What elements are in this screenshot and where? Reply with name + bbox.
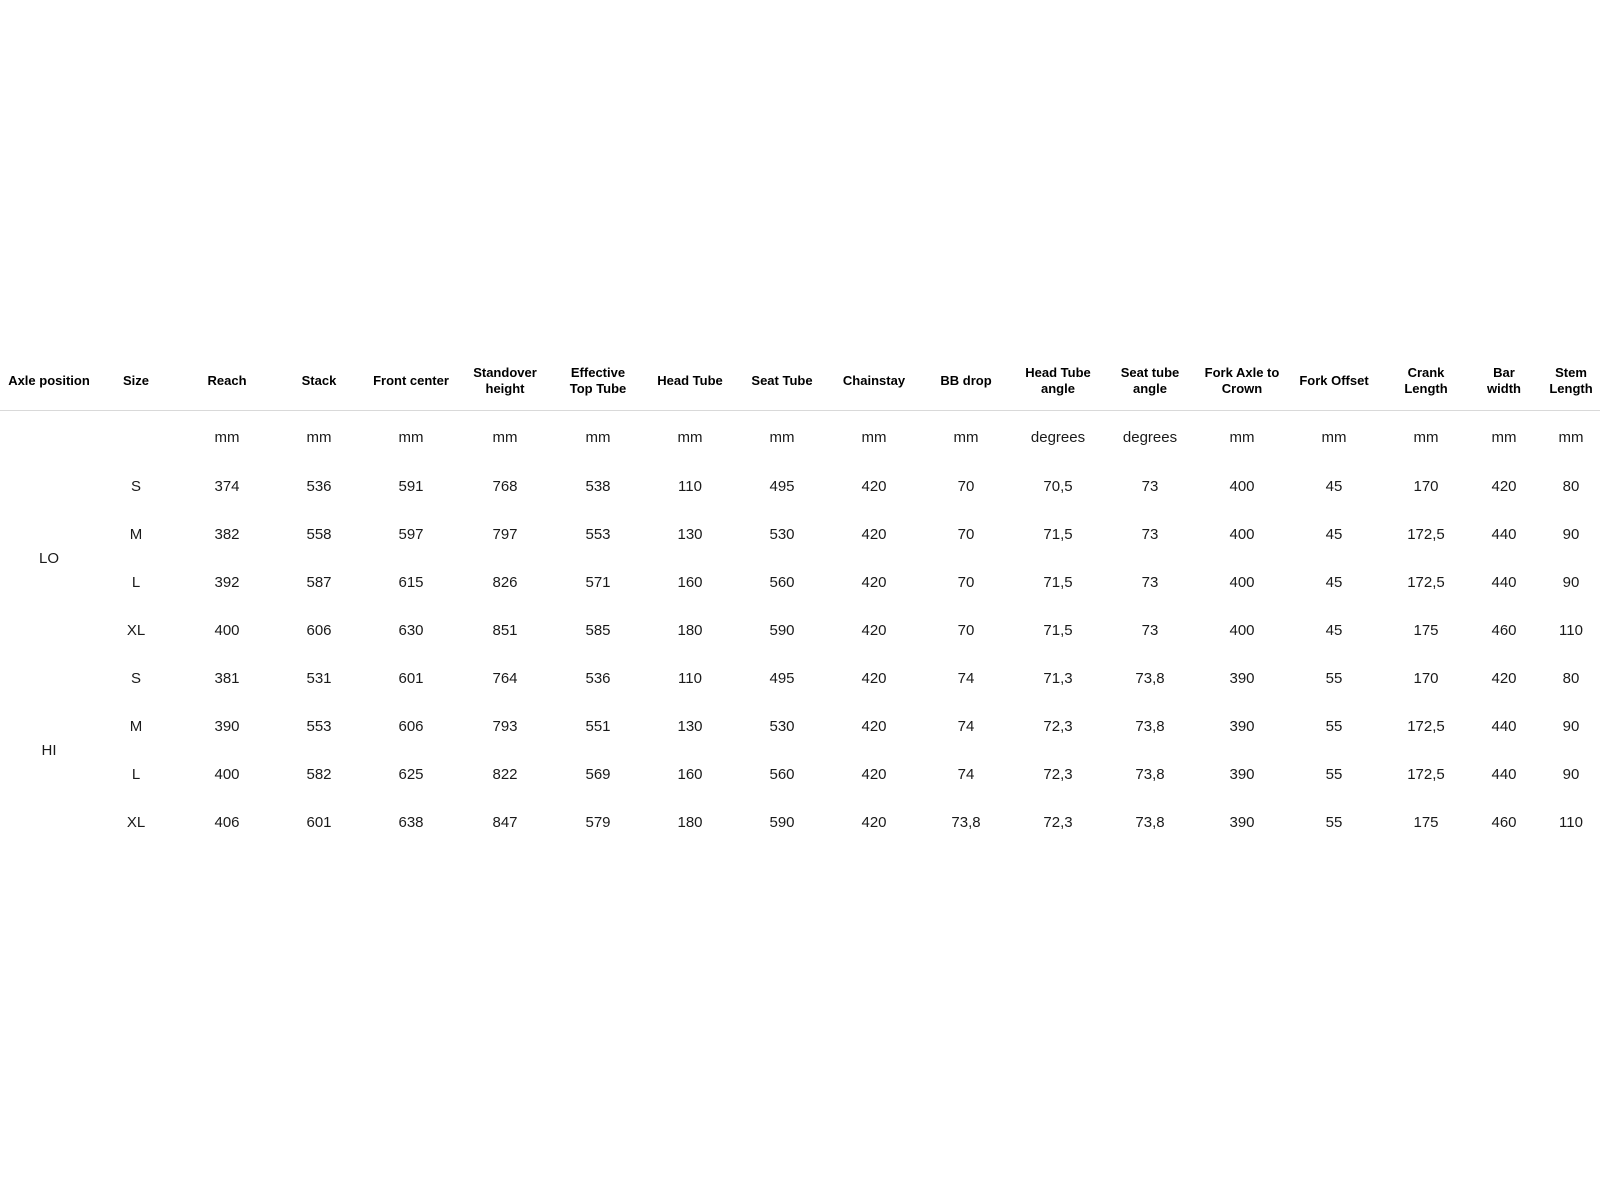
table-cell: 400 [214, 765, 240, 783]
table-cell: 71,3 [1043, 669, 1073, 687]
table-cell: 73,8 [1135, 717, 1165, 735]
table-cell: 110 [1559, 621, 1583, 639]
axle-position-cell: LO [38, 549, 59, 567]
table-cell: 55 [1325, 813, 1343, 831]
table-cell: 172,5 [1407, 717, 1445, 735]
table-cell: 460 [1491, 813, 1517, 831]
column-header-crank-length [1386, 352, 1466, 411]
table-cell: 764 [492, 669, 518, 687]
table-cell: 73 [1141, 621, 1159, 639]
table-cell: 530 [769, 525, 795, 543]
table-cell: 579 [585, 813, 611, 831]
table-cell: 390 [1229, 765, 1255, 783]
column-header-label: angle [1133, 381, 1167, 396]
unit-cell: mm [214, 429, 240, 446]
column-header-label: Length [1549, 381, 1593, 396]
column-header-label: Head Tube [657, 373, 723, 388]
table-cell: 460 [1491, 621, 1517, 639]
unit-cell: degrees [1122, 429, 1178, 446]
table-cell: 571 [585, 573, 611, 591]
column-header-bar-width [1466, 352, 1542, 411]
column-header-head-tube-angle [1018, 352, 1098, 411]
unit-cell: mm [769, 429, 795, 446]
table-cell: 420 [1491, 477, 1517, 495]
table-cell: 45 [1325, 525, 1343, 543]
table-cell: 420 [861, 477, 887, 495]
table-cell: 406 [214, 813, 240, 831]
geometry-table [0, 352, 1600, 846]
size-cell: M [129, 717, 143, 735]
table-cell: 531 [306, 669, 332, 687]
column-header-label: Head Tube [1025, 365, 1091, 380]
table-cell: 630 [398, 621, 424, 639]
column-header-bb-drop [914, 352, 1018, 411]
table-cell: 71,5 [1043, 621, 1073, 639]
table-cell: 70 [957, 573, 975, 591]
unit-cell: mm [1413, 429, 1439, 446]
table-cell: 175 [1413, 621, 1439, 639]
column-header-label: Standover [473, 365, 537, 380]
table-cell: 553 [306, 717, 332, 735]
size-cell: L [131, 765, 141, 783]
table-cell: 440 [1491, 525, 1517, 543]
table-cell: 70 [957, 621, 975, 639]
table-cell: 420 [861, 525, 887, 543]
table-cell: 400 [1229, 477, 1255, 495]
size-cell: S [130, 477, 141, 495]
table-cell: 495 [769, 669, 795, 687]
table-cell: 587 [306, 573, 332, 591]
column-header-chainstay [834, 352, 914, 411]
table-cell: 74 [957, 717, 975, 735]
table-cell: 110 [678, 477, 702, 495]
table-cell: 55 [1325, 765, 1343, 783]
column-header-label: height [485, 381, 525, 396]
column-header-label: angle [1041, 381, 1075, 396]
column-header-label: Front center [373, 373, 449, 388]
table-cell: 420 [1491, 669, 1517, 687]
table-cell: 73 [1141, 477, 1159, 495]
table-cell: 551 [585, 717, 611, 735]
table-cell: 74 [957, 765, 975, 783]
unit-cell: mm [306, 429, 332, 446]
column-header-label: Chainstay [842, 373, 906, 388]
table-cell: 73,8 [1135, 765, 1165, 783]
table-cell: 591 [398, 477, 424, 495]
unit-cell [0, 411, 98, 463]
table-cell: 536 [306, 477, 332, 495]
column-header-front-center [358, 352, 464, 411]
table-cell: 70 [957, 525, 975, 543]
units-row [0, 411, 1600, 463]
column-header-label: Top Tube [569, 381, 627, 396]
table-cell: 440 [1491, 765, 1517, 783]
unit-cell: mm [398, 429, 424, 446]
table-cell: 73,8 [1135, 669, 1165, 687]
table-cell: 585 [585, 621, 611, 639]
table-cell: 615 [398, 573, 424, 591]
table-cell: 45 [1325, 621, 1343, 639]
column-header-seat-tube [730, 352, 834, 411]
table-cell: 582 [306, 765, 332, 783]
table-cell: 560 [769, 765, 795, 783]
table-cell: 440 [1491, 717, 1517, 735]
column-header-label: Fork Offset [1299, 373, 1369, 388]
table-cell: 400 [1229, 525, 1255, 543]
column-header-seat-tube-angle [1098, 352, 1202, 411]
unit-cell: mm [1229, 429, 1255, 446]
table-cell: 73,8 [951, 813, 981, 831]
column-header-label: width [1487, 381, 1521, 396]
size-cell: M [129, 525, 143, 543]
unit-cell: mm [1558, 429, 1584, 446]
table-cell: 160 [677, 765, 703, 783]
table-cell: 55 [1325, 717, 1343, 735]
table-cell: 420 [861, 717, 887, 735]
table-row [0, 606, 1600, 654]
unit-cell: mm [677, 429, 703, 446]
table-cell: 420 [861, 765, 887, 783]
table-cell: 590 [769, 621, 795, 639]
table-cell: 597 [398, 525, 424, 543]
table-cell: 381 [214, 669, 240, 687]
table-cell: 420 [861, 573, 887, 591]
column-header-effective-top-tube [546, 352, 650, 411]
table-cell: 70 [957, 477, 975, 495]
table-cell: 569 [585, 765, 611, 783]
table-cell: 420 [861, 621, 887, 639]
table-body [0, 411, 1600, 847]
table-cell: 74 [957, 669, 975, 687]
table-cell: 606 [398, 717, 424, 735]
table-cell: 797 [492, 525, 518, 543]
table-cell: 172,5 [1407, 525, 1445, 543]
unit-cell: mm [1321, 429, 1347, 446]
table-cell: 625 [398, 765, 424, 783]
table-cell: 826 [492, 573, 518, 591]
table-cell: 90 [1562, 765, 1580, 783]
table-cell: 160 [677, 573, 703, 591]
table-cell: 170 [1413, 669, 1439, 687]
unit-cell [98, 411, 174, 463]
column-header-label: Effective [570, 365, 626, 380]
table-cell: 73,8 [1135, 813, 1165, 831]
column-header-label: Seat Tube [751, 373, 813, 388]
table-cell: 851 [492, 621, 518, 639]
table-cell: 495 [769, 477, 795, 495]
size-cell: L [131, 573, 141, 591]
table-cell: 130 [677, 525, 703, 543]
unit-cell: mm [953, 429, 979, 446]
table-cell: 172,5 [1407, 765, 1445, 783]
column-header-label: Reach [207, 373, 247, 388]
table-cell: 45 [1325, 477, 1343, 495]
table-cell: 392 [214, 573, 240, 591]
column-header-size [98, 352, 174, 411]
column-header-label: Stack [301, 373, 337, 388]
table-cell: 71,5 [1043, 573, 1073, 591]
table-cell: 80 [1562, 669, 1580, 687]
table-cell: 793 [492, 717, 518, 735]
column-header-label: BB drop [940, 373, 992, 388]
table-cell: 553 [585, 525, 611, 543]
table-cell: 420 [861, 813, 887, 831]
table-cell: 110 [678, 669, 702, 687]
unit-cell: mm [861, 429, 887, 446]
unit-cell: degrees [1030, 429, 1086, 446]
table-cell: 530 [769, 717, 795, 735]
table-cell: 400 [214, 621, 240, 639]
table-cell: 180 [677, 621, 703, 639]
table-cell: 768 [492, 477, 518, 495]
table-row [0, 750, 1600, 798]
table-cell: 130 [677, 717, 703, 735]
table-cell: 170 [1413, 477, 1439, 495]
column-header-label: Size [122, 373, 149, 388]
table-cell: 90 [1562, 717, 1580, 735]
table-cell: 72,3 [1043, 813, 1073, 831]
table-cell: 390 [1229, 813, 1255, 831]
table-cell: 601 [306, 813, 332, 831]
unit-cell: mm [585, 429, 611, 446]
table-cell: 180 [677, 813, 703, 831]
column-header-fork-offset [1282, 352, 1386, 411]
table-row [0, 558, 1600, 606]
column-header-label: Crank [1407, 365, 1445, 380]
table-cell: 400 [1229, 573, 1255, 591]
table-cell: 80 [1562, 477, 1580, 495]
table-cell: 420 [861, 669, 887, 687]
size-cell: XL [126, 813, 146, 831]
unit-cell: mm [492, 429, 518, 446]
table-cell: 70,5 [1043, 477, 1073, 495]
size-cell: S [130, 669, 141, 687]
table-row [0, 654, 1600, 702]
table-cell: 45 [1325, 573, 1343, 591]
column-header-reach [174, 352, 280, 411]
table-cell: 538 [585, 477, 611, 495]
table-cell: 390 [1229, 669, 1255, 687]
table-cell: 90 [1562, 525, 1580, 543]
column-header-label: Length [1404, 381, 1448, 396]
table-row [0, 798, 1600, 846]
table-row [0, 702, 1600, 750]
table-cell: 536 [585, 669, 611, 687]
axle-position-cell: HI [41, 741, 57, 759]
column-header-label: Bar [1493, 365, 1515, 380]
table-cell: 847 [492, 813, 518, 831]
column-header-head-tube [650, 352, 730, 411]
table-cell: 71,5 [1043, 525, 1073, 543]
column-header-label: Stem [1555, 365, 1587, 380]
column-header-fork-axle-to-crown [1202, 352, 1282, 411]
table-cell: 390 [214, 717, 240, 735]
table-cell: 374 [214, 477, 240, 495]
table-cell: 638 [398, 813, 424, 831]
table-cell: 601 [398, 669, 424, 687]
table-cell: 55 [1325, 669, 1343, 687]
table-cell: 440 [1491, 573, 1517, 591]
unit-cell: mm [1491, 429, 1517, 446]
table-cell: 90 [1562, 573, 1580, 591]
column-header-label: Crown [1221, 381, 1263, 396]
table-cell: 110 [1559, 813, 1583, 831]
table-cell: 172,5 [1407, 573, 1445, 591]
column-header-label: Seat tube [1120, 365, 1180, 380]
column-header-stack [280, 352, 358, 411]
column-header-label: Axle position [8, 373, 90, 388]
size-cell: XL [126, 621, 146, 639]
table-cell: 73 [1141, 525, 1159, 543]
column-header-standover-height [464, 352, 546, 411]
column-header-axle-position [0, 352, 98, 411]
table-cell: 175 [1413, 813, 1439, 831]
table-cell: 822 [492, 765, 518, 783]
table-cell: 558 [306, 525, 332, 543]
table-cell: 400 [1229, 621, 1255, 639]
column-header-stem-length [1542, 352, 1600, 411]
table-row [0, 510, 1600, 558]
table-cell: 390 [1229, 717, 1255, 735]
table-row [0, 462, 1600, 510]
table-cell: 72,3 [1043, 765, 1073, 783]
table-header-row [0, 352, 1600, 411]
table-cell: 73 [1141, 573, 1159, 591]
column-header-label: Fork Axle to [1204, 365, 1280, 380]
table-cell: 606 [306, 621, 332, 639]
table-cell: 72,3 [1043, 717, 1073, 735]
table-cell: 560 [769, 573, 795, 591]
table-cell: 590 [769, 813, 795, 831]
table-cell: 382 [214, 525, 240, 543]
